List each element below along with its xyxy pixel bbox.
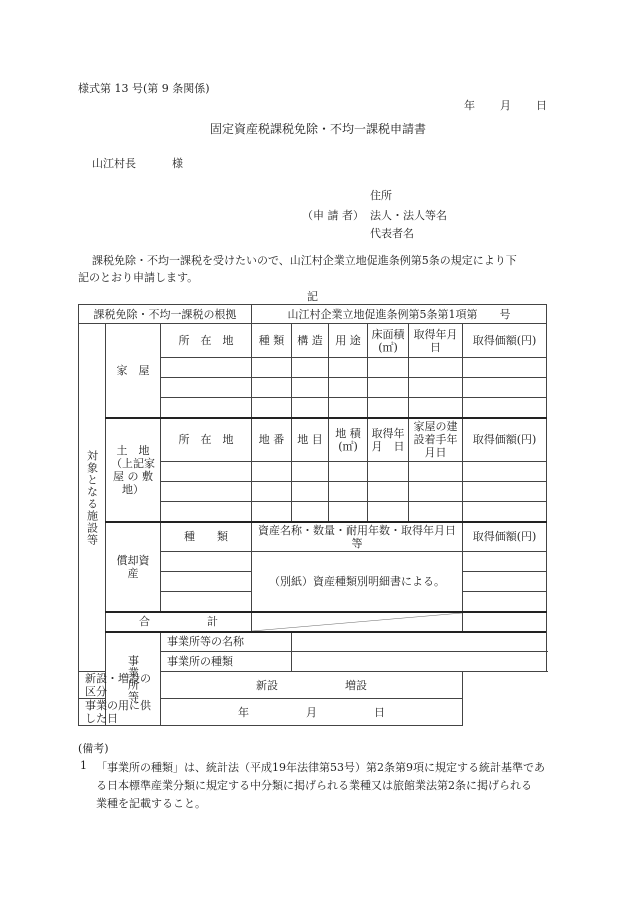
land-cell[interactable] xyxy=(252,462,292,482)
land-label-line2: （上記家 xyxy=(111,456,155,470)
remarks-line1: 「事業所の種類」は、統計法（平成19年法律第53号）第2条第9項に規定する統計基準であ xyxy=(96,761,545,774)
remarks-heading: (備考) xyxy=(78,742,109,755)
land-cell[interactable] xyxy=(368,462,409,482)
house-cell[interactable] xyxy=(292,398,329,418)
depreciable-cell[interactable] xyxy=(463,592,547,612)
land-label xyxy=(106,418,161,522)
land-cell[interactable] xyxy=(292,502,329,522)
house-cell[interactable] xyxy=(161,358,252,378)
office-type-cell[interactable] xyxy=(292,652,547,672)
remarks-line3: 業種を記載すること。 xyxy=(96,797,206,810)
applicant-address-label: 住所 xyxy=(370,189,392,202)
land-cell[interactable] xyxy=(409,482,463,502)
house-cell[interactable] xyxy=(252,398,292,418)
total-price-cell[interactable] xyxy=(463,612,547,632)
land-label-line3: 屋 の 敷 xyxy=(113,469,153,483)
body-text-line2: 記のとおり申請します。 xyxy=(78,271,199,284)
house-header-acquired-date: 取得年月日 xyxy=(409,324,463,358)
ki-marker: 記 xyxy=(307,290,318,303)
house-cell[interactable] xyxy=(368,398,409,418)
addressee-honorific: 様 xyxy=(172,157,183,170)
land-cell[interactable] xyxy=(161,502,252,522)
use-date-month: 月 xyxy=(306,705,317,719)
land-cell[interactable] xyxy=(368,482,409,502)
depreciable-cell[interactable] xyxy=(161,592,252,612)
house-header-structure: 構 造 xyxy=(292,324,329,358)
house-cell[interactable] xyxy=(252,358,292,378)
depreciable-cell[interactable] xyxy=(161,572,252,592)
office-group-label: 事業所等 xyxy=(106,632,161,726)
document-title: 固定資産税課税免除・不均一課税申請書 xyxy=(210,122,427,136)
house-cell[interactable] xyxy=(463,358,547,378)
applicant-rep-label: 代表者名 xyxy=(370,227,414,240)
remarks-number: 1 xyxy=(80,759,87,772)
house-header-price: 取得価額(円) xyxy=(463,324,547,358)
house-header-floor-area: 床面積(㎡) xyxy=(368,324,409,358)
land-cell[interactable] xyxy=(368,502,409,522)
land-cell[interactable] xyxy=(329,502,368,522)
office-date-cell[interactable] xyxy=(161,699,463,726)
house-cell[interactable] xyxy=(161,378,252,398)
office-row-type-label: 事業所の種類 xyxy=(161,652,292,672)
land-header-location: 所 在 地 xyxy=(161,418,252,462)
land-cell[interactable] xyxy=(292,462,329,482)
house-label: 家 屋 xyxy=(106,324,161,418)
office-name-cell[interactable] xyxy=(292,632,547,652)
house-cell[interactable] xyxy=(463,378,547,398)
total-label-b: 計 xyxy=(207,615,218,628)
house-cell[interactable] xyxy=(368,378,409,398)
land-cell[interactable] xyxy=(292,482,329,502)
land-cell[interactable] xyxy=(161,462,252,482)
remarks-line2: る日本標準産業分類に規定する中分類に掲げられる業種又は旅館業法第2条に掲げられる xyxy=(96,779,532,792)
land-header-area: 地 積(㎡) xyxy=(329,418,368,462)
house-cell[interactable] xyxy=(252,378,292,398)
house-cell[interactable] xyxy=(409,358,463,378)
house-cell[interactable] xyxy=(329,378,368,398)
depreciable-header-price: 取得価額(円) xyxy=(463,522,547,552)
target-facilities-label: 対象となる施設等 xyxy=(79,324,106,672)
land-cell[interactable] xyxy=(409,462,463,482)
use-date-day: 日 xyxy=(374,705,385,719)
land-cell[interactable] xyxy=(409,502,463,522)
application-table xyxy=(78,304,547,726)
expand-option[interactable]: 増設 xyxy=(345,678,367,692)
house-header-location: 所 在 地 xyxy=(161,324,252,358)
house-cell[interactable] xyxy=(161,398,252,418)
depreciable-note: （別紙）資産種類別明細書による。 xyxy=(252,552,463,612)
land-header-price: 取得価額(円) xyxy=(463,418,547,462)
house-cell[interactable] xyxy=(409,378,463,398)
depreciable-cell[interactable] xyxy=(463,552,547,572)
house-cell[interactable] xyxy=(368,358,409,378)
land-cell[interactable] xyxy=(329,462,368,482)
house-header-use: 用 途 xyxy=(329,324,368,358)
land-header-acquired-date: 取得年 月 日 xyxy=(368,418,409,462)
basis-value: 山江村企業立地促進条例第5条第1項第 号 xyxy=(252,305,547,324)
house-cell[interactable] xyxy=(329,358,368,378)
depreciable-header-kind: 種 類 xyxy=(161,522,252,552)
house-header-type: 種 類 xyxy=(252,324,292,358)
house-cell[interactable] xyxy=(463,398,547,418)
office-category-cell xyxy=(161,672,463,699)
applicant-role: （申 請 者） xyxy=(302,209,364,222)
date-year: 年 xyxy=(464,99,475,112)
new-option[interactable]: 新設 xyxy=(256,678,278,692)
total-label-a: 合 xyxy=(139,615,150,628)
land-header-construction-date: 家屋の建設着手年月日 xyxy=(409,418,463,462)
date-month: 月 xyxy=(500,99,511,112)
diagonal-line xyxy=(252,613,462,631)
land-cell[interactable] xyxy=(252,502,292,522)
office-row-date-label: 事業の用に供した日 xyxy=(79,699,161,726)
office-row-name-label: 事業所等の名称 xyxy=(161,632,292,652)
house-cell[interactable] xyxy=(292,358,329,378)
total-slash-cell xyxy=(252,612,463,632)
use-date-year: 年 xyxy=(238,705,249,719)
land-cell[interactable] xyxy=(252,482,292,502)
house-cell[interactable] xyxy=(409,398,463,418)
depreciable-cell[interactable] xyxy=(463,572,547,592)
land-label-line4: 地） xyxy=(122,482,144,496)
office-row-category-label: 新設・増設の区分 xyxy=(79,672,161,699)
land-header-category: 地 目 xyxy=(292,418,329,462)
house-cell[interactable] xyxy=(292,378,329,398)
land-cell[interactable] xyxy=(329,482,368,502)
body-text-line1: 課税免除・不均一課税を受けたいので、山江村企業立地促進条例第5条の規定により下 xyxy=(92,254,517,267)
land-cell[interactable] xyxy=(161,482,252,502)
house-cell[interactable] xyxy=(329,398,368,418)
addressee-name: 山江村長 xyxy=(92,157,136,170)
depreciable-cell[interactable] xyxy=(161,552,252,572)
land-cell[interactable] xyxy=(463,462,547,482)
land-cell[interactable] xyxy=(463,502,547,522)
land-label-line1: 土 地 xyxy=(116,443,150,457)
depreciable-label: 償却資産 xyxy=(106,522,161,612)
applicant-corp-label: 法人・法人等名 xyxy=(370,209,447,222)
total-label xyxy=(106,612,252,632)
basis-label: 課税免除・不均一課税の根拠 xyxy=(79,305,252,324)
depreciable-header-info: 資産名称・数量・耐用年数・取得年月日等 xyxy=(252,522,463,552)
form-number: 様式第 13 号(第 9 条関係) xyxy=(78,82,210,95)
land-header-lot: 地 番 xyxy=(252,418,292,462)
land-cell[interactable] xyxy=(463,482,547,502)
date-day: 日 xyxy=(536,99,547,112)
